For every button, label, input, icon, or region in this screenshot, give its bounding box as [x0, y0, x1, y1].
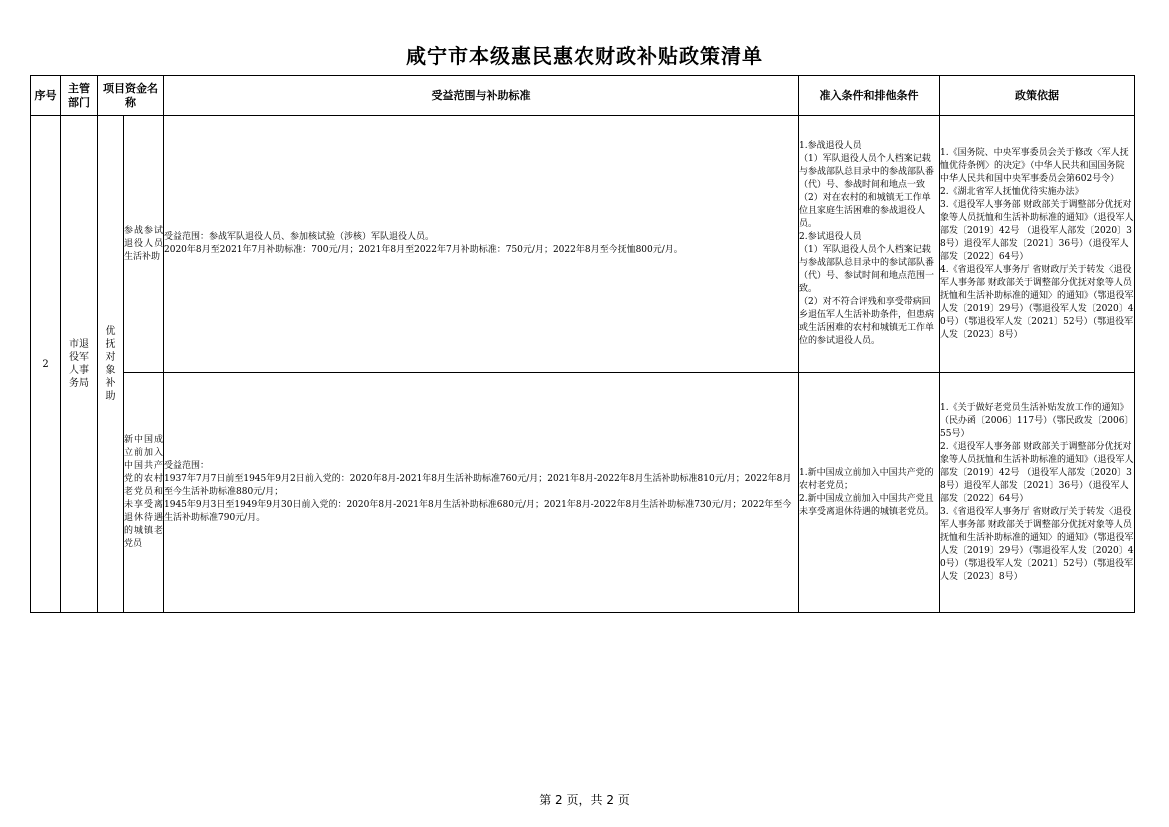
header-conditions: 准入条件和排他条件	[799, 76, 940, 116]
item-conditions: 1.参战退役人员 （1）军队退役人员个人档案记载与参战部队总目录中的参战部队番（代）号、参战时间和地点一致 （2）对在农村的和城镇无工作单位且家庭生活困难的参战退役人员。 2.参试退役人员 （1）军队退役人员个人档案记载与参战部队总目录中的参试部队番（代）号、参试时间和地点范围一致。 （2）对不符合评残和享受带病回乡退伍军人生活补助条件，但患病或生活困难的农村和城镇无工作单位的参试退役人员。	[799, 116, 940, 373]
row-seq: 2	[31, 116, 61, 613]
row-dept: 市退役军人事务局	[61, 116, 98, 613]
item-name: 新中国成立前加入中国共产党的农村老党员和未享受离退休待遇的城镇老党员	[124, 373, 164, 613]
item-conditions: 1.新中国成立前加入中国共产党的农村老党员； 2.新中国成立前加入中国共产党且未享受离退休待遇的城镇老党员。	[799, 373, 940, 613]
item-basis: 1.《国务院、中央军事委员会关于修改〈军人抚恤优待条例〉的决定》（中华人民共和国国务院 中华人民共和国中央军事委员会第602号令） 2.《湖北省军人抚恤优待实施办法》 3.《退役军人事务部 财政部关于调整部分优抚对象等人员抚恤和生活补助标准的通知》（退役军人部发〔2019〕42号 （退役军人部发〔2020〕38号）退役军人部发〔2021〕36号）（退役军人部发〔2022〕64号） 4.《省退役军人事务厅 省财政厅关于转发〈退役军人事务部 财政部关于调整部分优抚对象等人员抚恤和生活补助标准的通知〉的通知》（鄂退役军人发〔2019〕29号）（鄂退役军人发〔2020〕40号）（鄂退役军人发〔2021〕52号）（鄂退役军人发〔2023〕8号）	[940, 116, 1135, 373]
table-row	[31, 116, 1135, 373]
item-scope: 受益范围：参战军队退役人员、参加核试验（涉核）军队退役人员。 2020年8月至2021年7月补助标准：700元/月；2021年8月至2022年7月补助标准：750元/月；2022年8月至今抚恤800元/月。	[164, 116, 799, 373]
item-name: 参战参试退役人员生活补助	[124, 116, 164, 373]
policy-table	[30, 75, 1135, 613]
header-fund-name: 项目资金名称	[98, 76, 164, 116]
header-dept: 主管部门	[61, 76, 98, 116]
page-footer: 第 2 页，共 2 页	[539, 793, 630, 807]
item-basis: 1.《关于做好老党员生活补贴发放工作的通知》（民办函〔2006〕117号）（鄂民政发〔2006〕55号） 2.《退役军人事务部 财政部关于调整部分优抚对象等人员抚恤和生活补助标准的通知》（退役军人部发〔2019〕42号 （退役军人部发〔2020〕38号）退役军人部发〔2021〕36号）（退役军人部发〔2022〕64号） 3.《省退役军人事务厅 省财政厅关于转发〈退役军人事务部 财政部关于调整部分优抚对象等人员抚恤和生活补助标准的通知〉的通知》（鄂退役军人发〔2019〕29号）（鄂退役军人发〔2020〕40号）（鄂退役军人发〔2021〕52号）（鄂退役军人发〔2023〕8号）	[940, 373, 1135, 613]
header-basis: 政策依据	[940, 76, 1135, 116]
header-seq: 序号	[31, 76, 61, 116]
item-scope: 受益范围： 1937年7月7日前至1945年9月2日前入党的：2020年8月-2021年8月生活补助标准760元/月；2021年8月-2022年8月生活补助标准810元/月；2022年8月至今生活补助标准880元/月； 1945年9月3日至1949年9月30日前入党的：2020年8月-2021年8月生活补助标准680元/月；2021年8月-2022年8月生活补助标准730元/月；2022年至今生活补助标准790元/月。	[164, 373, 799, 613]
table-row	[31, 373, 1135, 613]
page-title: 咸宁市本级惠民惠农财政补贴政策清单	[406, 44, 763, 68]
header-scope: 受益范围与补助标准	[164, 76, 799, 116]
header-row	[31, 76, 1135, 116]
row-category: 优抚对象补助	[98, 116, 124, 613]
